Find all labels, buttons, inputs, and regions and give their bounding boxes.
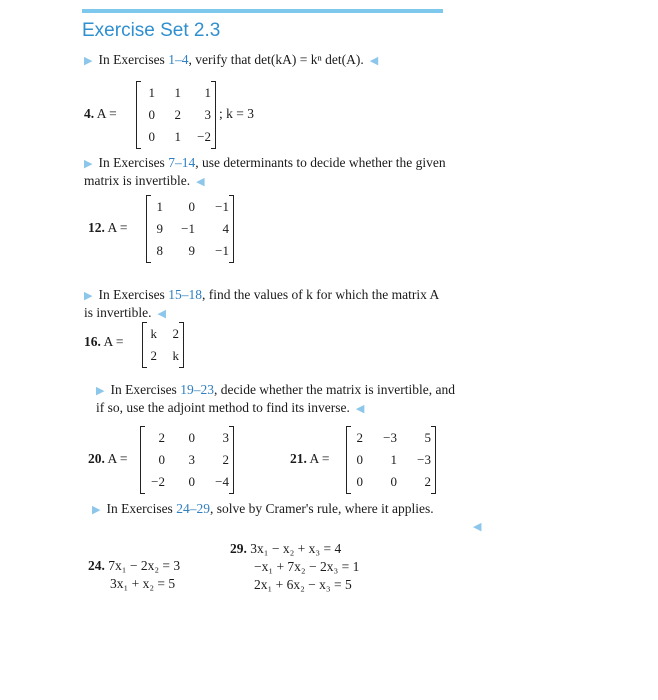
instruction-5: ▶ In Exercises 24–29, solve by Cramer's rule, where it applies. bbox=[92, 501, 434, 516]
exercise-range-link[interactable]: 19–23 bbox=[180, 382, 214, 397]
exercise-12-label: 12. A = bbox=[88, 220, 128, 235]
exercise-range-link[interactable]: 1–4 bbox=[168, 52, 189, 67]
matrix-entry: k bbox=[150, 326, 157, 341]
matrix-entry: 1 bbox=[174, 129, 181, 144]
matrix-entry: 1 bbox=[148, 85, 155, 100]
matrix-entry: −2 bbox=[151, 474, 165, 489]
instruction-2: ▶ In Exercises 7–14, use determinants to decide whether the given bbox=[84, 155, 446, 170]
exercise-4-matrix bbox=[136, 82, 216, 148]
back-triangle-icon[interactable]: ◀ bbox=[473, 521, 482, 533]
matrix-entry: 2 bbox=[424, 474, 431, 489]
matrix-entry: 0 bbox=[148, 107, 155, 122]
matrix-entry: 1 bbox=[204, 85, 211, 100]
instruction-3-line2: is invertible. ◀ bbox=[84, 305, 166, 320]
instruction-4: ▶ In Exercises 19–23, decide whether the matrix is invertible, and bbox=[96, 382, 455, 397]
exercise-21-matrix bbox=[346, 427, 436, 493]
header-rule bbox=[82, 9, 443, 13]
matrix-entry: 1 bbox=[156, 199, 163, 214]
exercise-4-k-value: ; k = 3 bbox=[219, 106, 254, 121]
matrix-entry: 0 bbox=[148, 129, 155, 144]
matrix-entry: 0 bbox=[188, 474, 195, 489]
matrix-entry: 3 bbox=[222, 430, 229, 445]
matrix-entry: 9 bbox=[156, 221, 163, 236]
triangle-marker-icon: ▶ bbox=[84, 158, 93, 170]
triangle-marker-icon: ▶ bbox=[84, 290, 93, 302]
triangle-marker-icon: ▶ bbox=[96, 385, 105, 397]
matrix-entry: −1 bbox=[215, 243, 229, 258]
exercise-24-eq1: 24. 7x₁ − 2x₂ = 3 bbox=[88, 558, 181, 573]
instruction-1 bbox=[84, 52, 378, 68]
exercise-29-eq1: 29. 3x₁ − x₂ + x₃ = 4 bbox=[230, 541, 342, 556]
exercise-range-link[interactable]: 15–18 bbox=[168, 287, 202, 302]
exercise-20-label: 20. A = bbox=[88, 451, 128, 466]
back-triangle-icon[interactable]: ◀ bbox=[355, 403, 365, 415]
matrix-entry: 0 bbox=[158, 452, 165, 467]
matrix-entry: 0 bbox=[188, 199, 195, 214]
exercise-29-eq3: 2x₁ + 6x₂ − x₃ = 5 bbox=[254, 577, 352, 592]
exercise-16-label: 16. A = bbox=[84, 334, 124, 349]
exercise-29-eq2: −x₁ + 7x₂ − 2x₃ = 1 bbox=[254, 559, 360, 574]
matrix-entry: 0 bbox=[188, 430, 195, 445]
matrix-entry: 2 bbox=[174, 107, 181, 122]
matrix-entry: 0 bbox=[356, 452, 363, 467]
matrix-entry: 2 bbox=[222, 452, 229, 467]
triangle-marker-icon: ▶ bbox=[84, 55, 93, 67]
exercise-range-link[interactable]: 24–29 bbox=[176, 501, 210, 516]
instruction-2-line2: matrix is invertible. ◀ bbox=[84, 173, 205, 188]
matrix-entry: 3 bbox=[204, 107, 211, 122]
exercise-21-label: 21. A = bbox=[290, 451, 330, 466]
matrix-entry: 2 bbox=[172, 326, 179, 341]
matrix-entry: 1 bbox=[174, 85, 181, 100]
exercise-16-matrix bbox=[142, 323, 184, 367]
matrix-entry: 8 bbox=[156, 243, 163, 258]
exercise-24-eq2: 3x₁ + x₂ = 5 bbox=[110, 576, 176, 591]
instruction-3: ▶ In Exercises 15–18, find the values of k for which the matrix A bbox=[84, 287, 440, 302]
matrix-entry: 5 bbox=[424, 430, 431, 445]
back-triangle-icon[interactable]: ◀ bbox=[157, 308, 166, 320]
matrix-entry: 2 bbox=[356, 430, 363, 445]
matrix-entry: −2 bbox=[197, 129, 211, 144]
instruction-4-line2: if so, use the adjoint method to find its inverse. ◀ bbox=[96, 400, 365, 415]
matrix-entry: −4 bbox=[215, 474, 229, 489]
matrix-entry: k bbox=[172, 348, 179, 363]
matrix-entry: 2 bbox=[158, 430, 165, 445]
exercise-12-matrix bbox=[146, 196, 234, 262]
matrix-entry: 1 bbox=[390, 452, 397, 467]
matrix-entry: −3 bbox=[417, 452, 431, 467]
matrix-entry: 0 bbox=[356, 474, 363, 489]
exercise-4-label: 4. A = bbox=[84, 106, 117, 121]
matrix-entry: 4 bbox=[222, 221, 229, 236]
exercise-range-link[interactable]: 7–14 bbox=[168, 155, 196, 170]
instruction-1-text: In Exercises bbox=[98, 52, 169, 67]
instruction-1-text-end: , verify that det(kA) = kⁿ det(A). bbox=[188, 52, 364, 67]
back-triangle-icon[interactable]: ◀ bbox=[369, 55, 379, 67]
matrix-entry: 0 bbox=[390, 474, 397, 489]
matrix-entry: 3 bbox=[188, 452, 195, 467]
section-title: Exercise Set 2.3 bbox=[82, 20, 221, 41]
matrix-entry: −1 bbox=[215, 199, 229, 214]
back-triangle-icon[interactable]: ◀ bbox=[196, 176, 205, 188]
matrix-entry: −1 bbox=[181, 221, 195, 236]
matrix-entry: 9 bbox=[188, 243, 195, 258]
exercise-20-matrix bbox=[140, 427, 234, 493]
triangle-marker-icon: ▶ bbox=[92, 504, 101, 516]
matrix-entry: 2 bbox=[150, 348, 157, 363]
matrix-entry: −3 bbox=[383, 430, 397, 445]
